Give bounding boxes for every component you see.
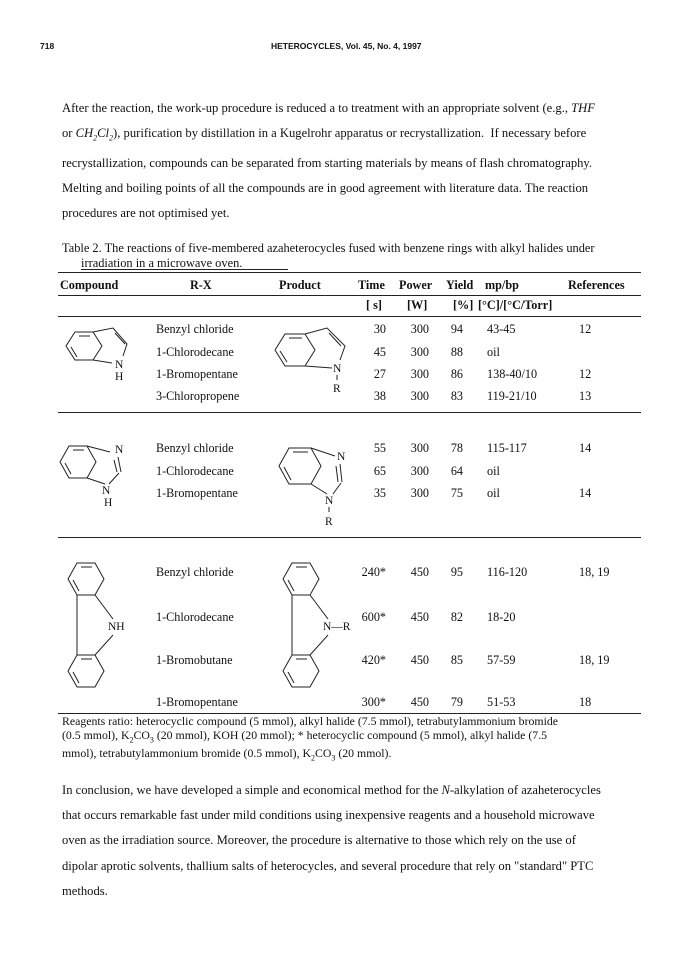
header-power-unit: [W] (407, 298, 428, 312)
intro-line: Melting and boiling points of all the compounds are in good agreement with literature data. The reaction (62, 181, 589, 196)
rx-cell: Benzyl chloride (156, 322, 234, 336)
yield-cell: 79 (450, 695, 463, 709)
ref-cell: 14 (579, 441, 592, 455)
time-cell: 300* (361, 695, 386, 709)
mpbp-cell: 115-117 (487, 441, 527, 455)
time-cell: 240* (361, 565, 386, 579)
conclusion-line: that occurs remarkable fast under mild conditions using inexpensive reagents and a household microwave (62, 808, 595, 823)
yield-cell: 83 (450, 389, 463, 403)
power-cell: 450 (410, 610, 429, 624)
group-divider (58, 412, 641, 413)
header-bottom-rule (58, 316, 641, 317)
ref-cell: 14 (579, 486, 592, 500)
mpbp-cell: 18-20 (487, 610, 516, 624)
power-cell: 450 (410, 653, 429, 667)
time-cell: 65 (373, 464, 386, 478)
header-compound: Compound (60, 278, 119, 292)
time-cell: 30 (373, 322, 386, 336)
header-rx: R-X (190, 278, 212, 292)
power-cell: 300 (410, 345, 429, 359)
yield-cell: 82 (450, 610, 463, 624)
time-cell: 600* (361, 610, 386, 624)
table-footnote (62, 715, 662, 765)
footnote-line: (0.5 mmol), $K_2CO_3$ (20 mmol), KOH (20 mmol); * heterocyclic compound (5 mmol), alkyl halide (7.5 (62, 727, 548, 745)
ref-cell: 12 (579, 367, 592, 381)
rx-cell: 1-Chlorodecane (156, 610, 234, 624)
footnote-line: mmol), tetrabutylammonium bromide (0.5 mmol), $K_2CO_3$ (20 mmol). (62, 745, 392, 763)
header-time: Time (358, 278, 385, 292)
rx-cell: 1-Bromopentane (156, 367, 238, 381)
conclusion-line: In conclusion, we have developed a simple and economical method for the N-alkylation of azaheterocycles (62, 783, 601, 797)
indole-structure (55, 320, 135, 383)
caption-underline (81, 269, 288, 270)
n-alkyl-benzimidazole-structure (275, 438, 365, 538)
table-caption-cont: irradiation in a microwave oven. (81, 256, 243, 270)
power-cell: 300 (410, 367, 429, 381)
time-cell: 420* (361, 653, 386, 667)
conclusion-line: oven as the irradiation source. Moreover, the procedure is alternative to those which rely on the use of (62, 833, 576, 848)
ref-cell: 18, 19 (579, 653, 610, 667)
mpbp-cell: 43-45 (487, 322, 516, 336)
power-cell: 300 (410, 464, 429, 478)
atom-label-r: R (333, 383, 341, 395)
atom-label-h: H (104, 497, 113, 509)
header-yield: Yield (446, 278, 474, 292)
header-mpbp: mp/bp (485, 278, 519, 292)
rx-cell: 1-Bromobutane (156, 653, 233, 667)
page-number: 718 (40, 41, 55, 51)
intro-line: procedures are not optimised yet. (62, 206, 230, 221)
carbazole-structure (60, 555, 150, 715)
mpbp-cell: oil (487, 486, 500, 500)
yield-cell: 75 (450, 486, 463, 500)
ref-cell: 13 (579, 389, 592, 403)
atom-label-h: H (115, 371, 124, 383)
header-rule (58, 295, 641, 296)
power-cell: 300 (410, 389, 429, 403)
mpbp-cell: oil (487, 464, 500, 478)
mpbp-cell: 116-120 (487, 565, 528, 579)
yield-cell: 64 (450, 464, 463, 478)
header-references: References (568, 278, 625, 292)
rx-cell: Benzyl chloride (156, 441, 234, 455)
atom-label-n: N (102, 485, 111, 497)
yield-cell: 78 (450, 441, 463, 455)
yield-cell: 94 (450, 322, 463, 336)
time-cell: 38 (373, 389, 386, 403)
mpbp-cell: 138-40/10 (487, 367, 538, 381)
intro-line: After the reaction, the work-up procedure is reduced a to treatment with an appropriate solvent (e.g., THF (62, 101, 595, 115)
power-cell: 300 (410, 486, 429, 500)
atom-label-nh: NH (108, 621, 125, 633)
running-header: HETEROCYCLES, Vol. 45, No. 4, 1997 (271, 41, 422, 51)
table-top-rule (58, 272, 641, 273)
conclusion-line: methods. (62, 883, 108, 898)
rx-cell: 1-Chlorodecane (156, 464, 234, 478)
atom-label-n: N (333, 363, 342, 375)
rx-cell: Benzyl chloride (156, 565, 234, 579)
power-cell: 450 (410, 565, 429, 579)
power-cell: 450 (410, 695, 429, 709)
footnote-line: Reagents ratio: heterocyclic compound (5 mmol), alkyl halide (7.5 mmol), tetrabutylammonium bromide (62, 714, 558, 728)
conclusion-line: dipolar aprotic solvents, thallium salts of heterocycles, and several procedure that rely on "standard" PTC (62, 858, 594, 873)
yield-cell: 88 (450, 345, 463, 359)
header-time-unit: [ s] (366, 298, 382, 312)
rx-cell: 1-Bromopentane (156, 486, 238, 500)
atom-label-n: N (115, 359, 124, 371)
yield-cell: 85 (450, 653, 463, 667)
atom-label-r: R (325, 516, 333, 528)
header-power: Power (399, 278, 433, 292)
header-mpbp-unit: [°C]/[°C/Torr] (478, 298, 553, 312)
table-caption: Table 2. The reactions of five-membered azaheterocycles fused with benzene rings with alkyl halides under (62, 241, 595, 255)
conclusion-paragraph (62, 778, 662, 904)
intro-line: or $CH_2Cl_2$), purification by distillation in a Kugelrohr apparatus or recrystallization. If necessary before (62, 126, 587, 143)
time-cell: 35 (373, 486, 386, 500)
power-cell: 300 (410, 322, 429, 336)
atom-label-n: N (337, 451, 346, 463)
group-divider (58, 537, 641, 538)
ref-cell: 18 (579, 695, 592, 709)
ref-cell: 12 (579, 322, 592, 336)
intro-paragraph (62, 96, 662, 227)
mpbp-cell: 57-59 (487, 653, 516, 667)
time-cell: 27 (373, 367, 386, 381)
intro-line: recrystallization, compounds can be separated from starting materials by means of flash chromatography. (62, 155, 593, 170)
mpbp-cell: 119-21/10 (487, 389, 537, 403)
rx-cell: 1-Bromopentane (156, 695, 238, 709)
time-cell: 55 (373, 441, 386, 455)
yield-cell: 95 (450, 565, 463, 579)
header-yield-unit: [%] (453, 298, 474, 312)
atom-label-n: N (325, 495, 334, 507)
atom-label-nr: N—R (323, 621, 351, 633)
mpbp-cell: oil (487, 345, 500, 359)
yield-cell: 86 (450, 367, 463, 381)
header-product: Product (279, 278, 321, 292)
benzimidazole-structure (55, 432, 140, 512)
n-alkyl-indole-structure (270, 320, 360, 395)
mpbp-cell: 51-53 (487, 695, 516, 709)
time-cell: 45 (373, 345, 386, 359)
rx-cell: 1-Chlorodecane (156, 345, 234, 359)
atom-label-n: N (115, 444, 124, 456)
ref-cell: 18, 19 (579, 565, 610, 579)
rx-cell: 3-Chloropropene (156, 389, 240, 403)
power-cell: 300 (410, 441, 429, 455)
